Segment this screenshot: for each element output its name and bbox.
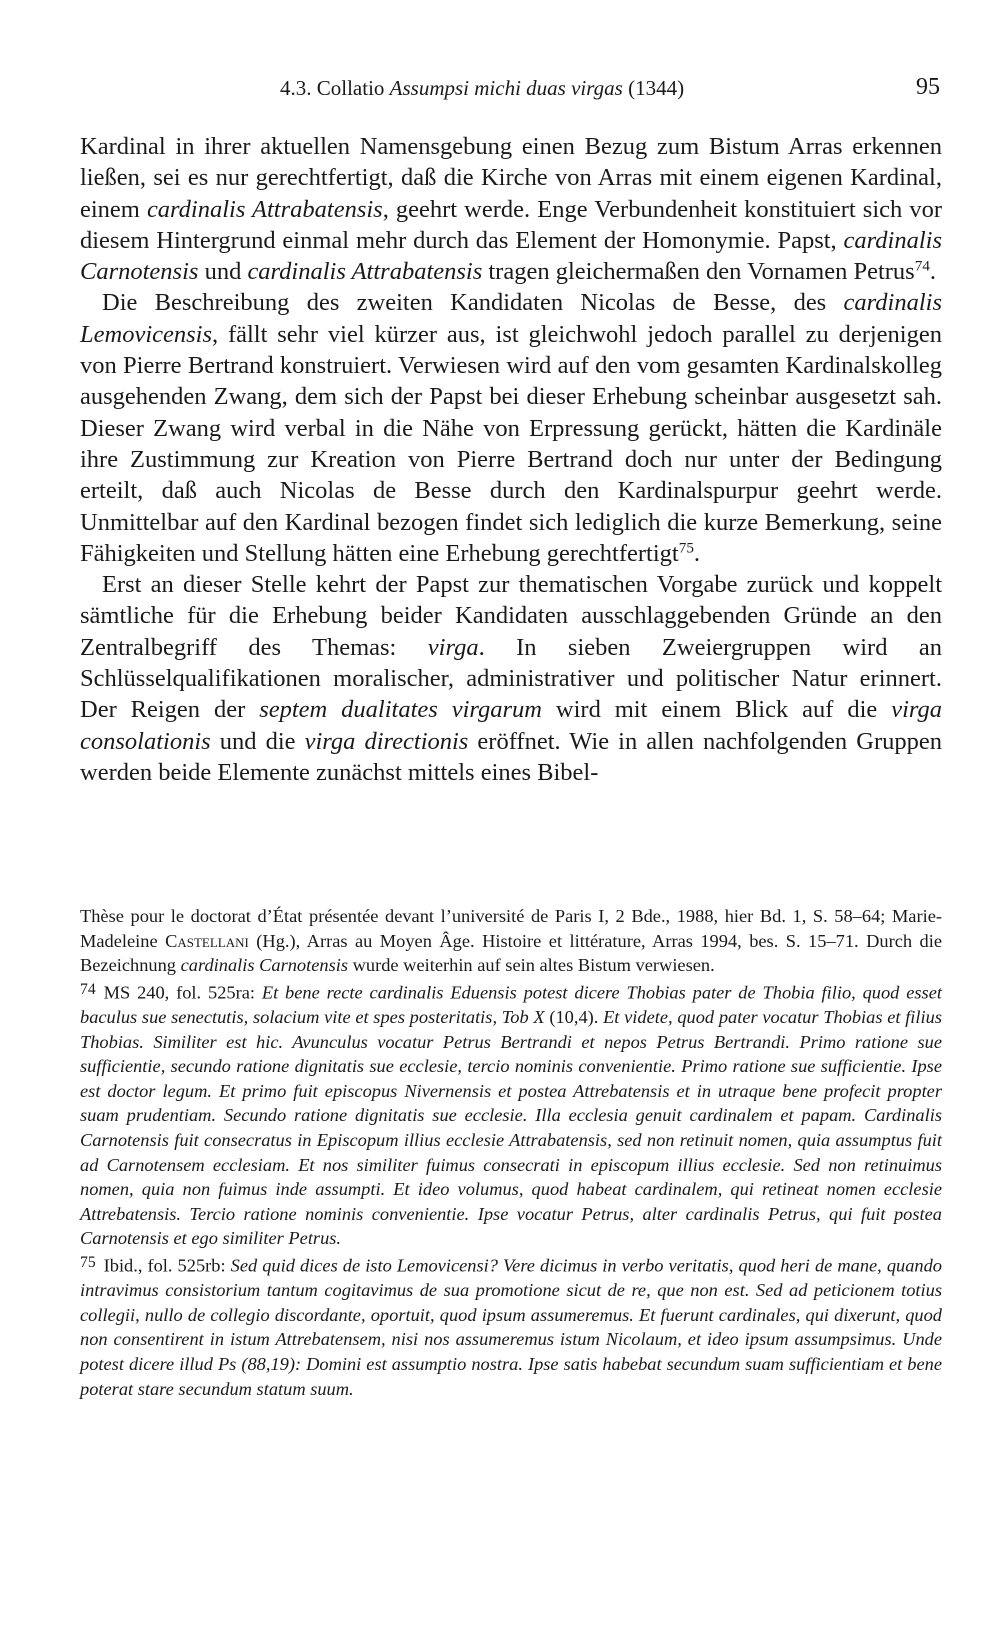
running-title bbox=[280, 76, 684, 101]
collatio-year: (1344) bbox=[628, 76, 685, 100]
footnote-number: 74 bbox=[80, 980, 96, 998]
footnote-74: 74 MS 240, fol. 525ra: Et bene recte cardinalis Eduensis potest dicere Thobias pater de Thobia filio, quod esset baculus sue senectutis, solacium vite et spes posteritatis, Tob X (10,4). Et videte, quod pater vocatur Thobias et filius Thobias. Similiter est hic. Avunculus vocatur Petrus Bertrandi et nepos Petrus Bertrandi. Primo ratione sue sufficientie, secundo ratione dignitatis sue ecclesie, tercio nominis convenientie. Primo ratione sue sufficientie. Ipse est doctor legum. Et primo fuit episcopus Nivernensis et postea Attrebatensis et in utraque bene profecit propter suam prudentiam. Secundo ratione dignitatis sue ecclesie. Illa ecclesia genuit cardinalem et papam. Cardinalis Carnotensis fuit consecratus in Episcopum illius ecclesie Attrabatensis, sed non retinuit nomen, quia assumptus fuit ad Carnotensem ecclesiam. Et nos similiter fuimus consecrati in episcopum illius ecclesie. Sed non retinuimus nomen, quia non fuimus inde assumpti. Et ideo volumus, quod habeat cardinalem, qui retineat nomen ecclesie Attrebatensis. Tercio ratione nominis convenientie. Ipse vocatur Petrus, alter cardinalis Petrus, qui fuit postea Carnotensis et ego similiter Petrus. bbox=[80, 980, 942, 1249]
paragraph-3: Erst an dieser Stelle kehrt der Papst zur thematischen Vorgabe zurück und koppelt sämtliche für die Erhebung beider Kandidaten ausschlaggebenden Gründe an den Zentralbegriff des Themas: virga. In sieben Zweiergruppen wird an Schlüsselqualifikationen moralischer, administrativer und politischer Natur erinnert. Der Reigen der septem dualitates virgarum wird mit einem Blick auf die virga consolationis und die virga directionis eröffnet. Wie in allen nachfolgenden Gruppen werden beide Elemente zunächst mittels eines Bibel- bbox=[80, 571, 943, 786]
running-header bbox=[80, 68, 940, 108]
section-number: 4.3. Collatio bbox=[280, 76, 385, 100]
footnotes bbox=[80, 904, 942, 1401]
main-text bbox=[80, 131, 942, 788]
author-name: Castellani bbox=[165, 930, 249, 951]
page-number: 95 bbox=[916, 74, 940, 100]
footnote-75: 75 Ibid., fol. 525rb: Sed quid dices de isto Lemovicensi? Vere dicimus in verbo veritatis, quod heri de mane, quando intravimus consistorium tantum cogitavimus de sua promotione sicut de re, que non est. Sed ad peticionem totius collegii, nullo de collegio discordante, oportuit, quod ipsum assumeremus. Et fuerunt cardinales, qui dixerunt, quod non consentirent in istum Attrebatensem, nisi nos assumeremus istum Nicolaum, et ideo ipsum assumpsimus. Unde potest dicere illud Ps (88,19): Domini est assumptio nostra. Ipse satis habebat secundum suam sufficientiam et bene poterat stare secundum statum suum. bbox=[80, 1254, 943, 1399]
footnote-ref-74[interactable]: 74 bbox=[914, 257, 930, 275]
footnote-ref-75[interactable]: 75 bbox=[678, 539, 694, 557]
collatio-title: Assumpsi michi duas virgas bbox=[389, 76, 623, 100]
paragraph-1: Kardinal in ihrer aktuellen Namensgebung einen Bezug zum Bistum Arras erkennen ließen, sei es nur gerechtfertigt, daß die Kirche von Arras mit einem eigenen Kardinal, einem cardinalis Attrabatensis, geehrt werde. Enge Verbundenheit konstituiert sich vor diesem Hintergrund einmal mehr durch das Element der Homonymie. Papst, cardinalis Carnotensis und cardinalis Attrabatensis tragen gleichermaßen den Vornamen Petrus$^{74}$. bbox=[80, 133, 942, 286]
paragraph-2: Die Beschreibung des zweiten Kandidaten Nicolas de Besse, des cardinalis Lemovicensis, fällt sehr viel kürzer aus, ist gleichwohl jedoch parallel zu derjenigen von Pierre Bertrand konstruiert. Verwiesen wird auf den vom gesamten Kardinalskolleg ausgehenden Zwang, dem sich der Papst bei dieser Erhebung scheinbar ausgesetzt sah. Dieser Zwang wird verbal in die Nähe von Erpressung gerückt, hätten die Kardinäle ihre Zustimmung zur Kreation von Pierre Bertrand doch nur unter der Bedingung erteilt, daß auch Nicolas de Besse durch den Kardinalspurpur geehrt werde. Unmittelbar auf den Kardinal bezogen findet sich lediglich die kurze Bemerkung, seine Fähigkeiten und Stellung hätten eine Erhebung gerechtfertigt$^{75}$. bbox=[80, 289, 942, 567]
footnote-number: 75 bbox=[80, 1254, 96, 1271]
footnote-continuation: Thèse pour le doctorat d’État présentée devant l’université de Paris I, 2 Bde., 1988, hier Bd. 1, S. 58–64; Marie-Madeleine Castellani (Hg.), Arras au Moyen Âge. Histoire et littérature, Arras 1994, bes. S. 15–71. Durch die Bezeichnung cardinalis Carnotensis wurde weiterhin auf sein altes Bistum verwiesen. bbox=[80, 906, 942, 976]
